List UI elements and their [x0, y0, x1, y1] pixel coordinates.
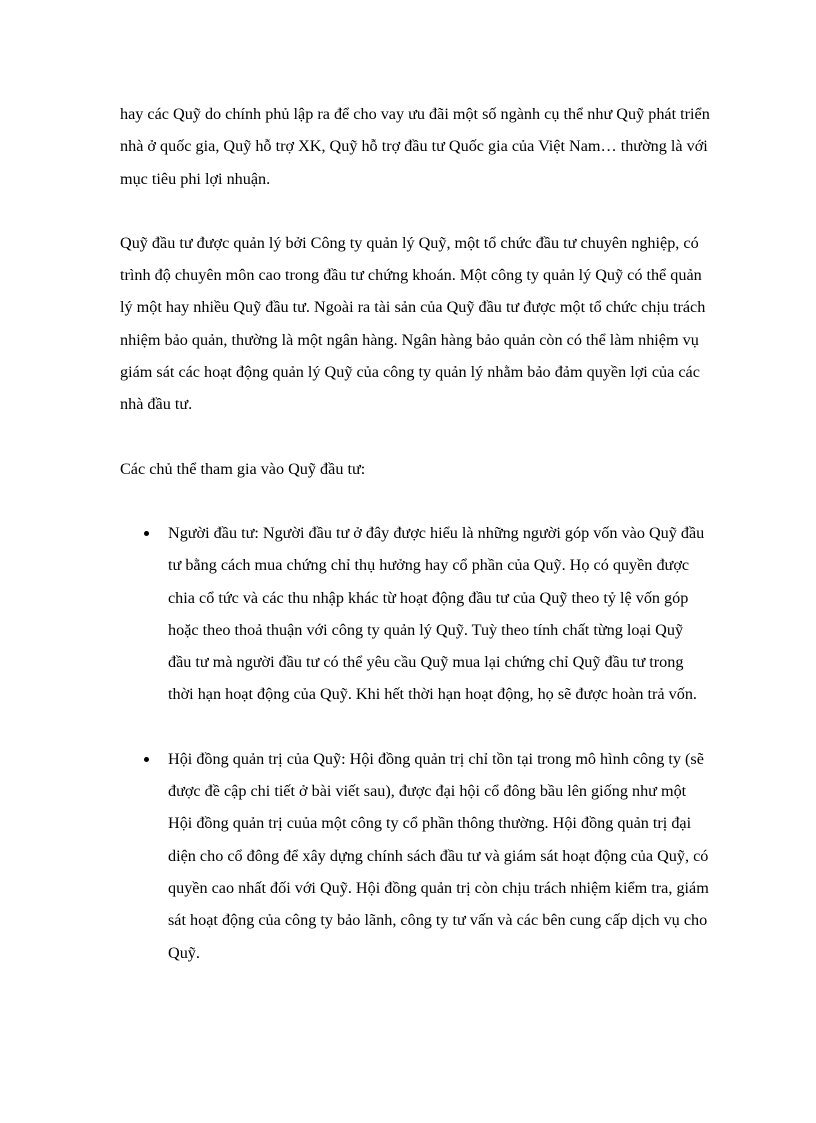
paragraph-participants-intro: Các chủ thể tham gia vào Quỹ đầu tư:	[120, 459, 366, 478]
list-item-investor	[120, 517, 710, 711]
bullet-icon	[144, 757, 149, 762]
participants-list	[120, 517, 710, 969]
paragraph-continuation: hay các Quỹ do chính phủ lập ra để cho vay ưu đãi một số ngành cụ thể như Quỹ phát triển nhà ở quốc gia, Quỹ hỗ trợ XK, Quỹ hỗ trợ đầu tư Quốc gia của Việt Nam… thường là với mục tiêu phi lợi nhuận.	[120, 105, 710, 188]
paragraph-fund-management: Quỹ đầu tư được quản lý bởi Công ty quản lý Quỹ, một tổ chức đầu tư chuyên nghiệp, có trình độ chuyên môn cao trong đầu tư chứng khoán. Một công ty quản lý Quỹ có thể quản lý một hay nhiều Quỹ đầu tư. Ngoài ra tài sản của Quỹ đầu tư được một tổ chức chịu trách nhiệm bảo quản, thường là một ngân hàng. Ngân hàng bảo quản còn có thể làm nhiệm vụ giám sát các hoạt động quản lý Quỹ của công ty quản lý nhằm bảo đảm quyền lợi của các nhà đầu tư.	[120, 233, 706, 414]
list-item-board	[120, 743, 710, 969]
list-item-text: Người đầu tư: Người đầu tư ở đây được hiểu là những người góp vốn vào Quỹ đầu tư bằng cách mua chứng chỉ thụ hưởng hay cổ phần của Quỹ. Họ có quyền được chia cổ tức và các thu nhập khác từ hoạt động đầu tư của Quỹ theo tỷ lệ vốn góp hoặc theo thoả thuận với công ty quản lý Quỹ. Tuỳ theo tính chất từng loại Quỹ đầu tư mà người đầu tư có thể yêu cầu Quỹ mua lại chứng chỉ Quỹ đầu tư trong thời hạn hoạt động của Quỹ. Khi hết thời hạn hoạt động, họ sẽ được hoàn trả vốn.	[168, 523, 705, 704]
bullet-icon	[144, 531, 149, 536]
list-item-text: Hội đồng quản trị của Quỹ: Hội đồng quản trị chỉ tồn tại trong mô hình công ty (sẽ được đề cập chi tiết ở bài viết sau), được đại hội cổ đông bầu lên giống như một Hội đồng quản trị cuủa một công ty cổ phần thông thường. Hội đồng quản trị đại diện cho cổ đông để xây dựng chính sách đầu tư và giám sát hoạt động của Quỹ, có quyền cao nhất đối với Quỹ. Hội đồng quản trị còn chịu trách nhiệm kiểm tra, giám sát hoạt động của công ty bảo lãnh, công ty tư vấn và các bên cung cấp dịch vụ cho Quỹ.	[168, 749, 709, 962]
document-page	[120, 98, 710, 1001]
